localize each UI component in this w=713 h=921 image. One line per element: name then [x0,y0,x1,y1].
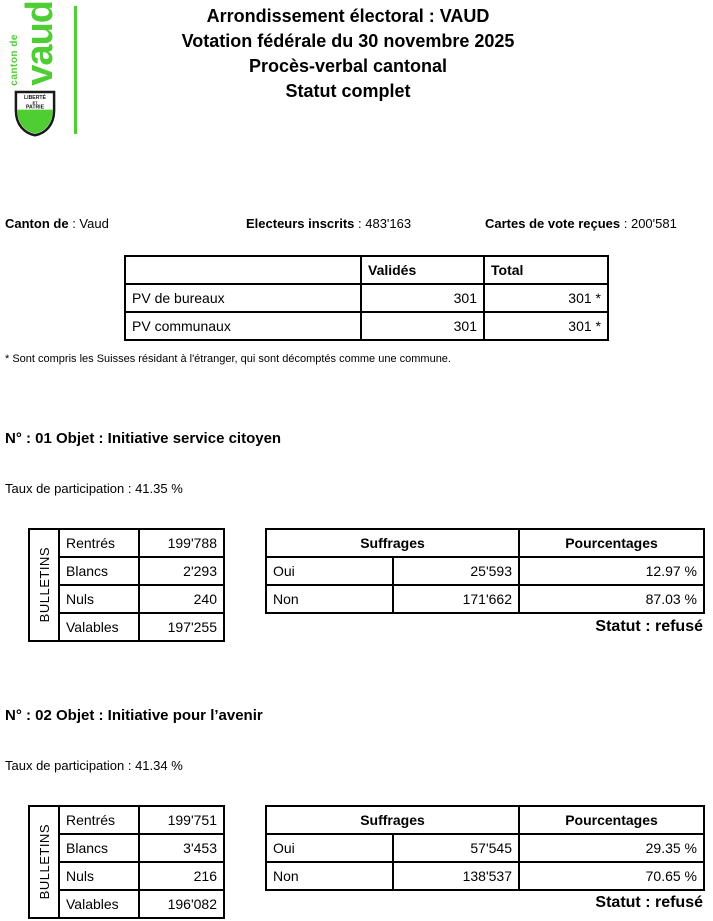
canton-info [5,216,109,231]
suffrage-row-label: Oui [266,834,393,862]
bulletins-row-value: 199'788 [139,529,224,557]
bulletins-row-label: Valables [59,890,139,918]
suffrage-row-pct: 87.03 % [519,585,704,613]
suffrage-row-pct: 12.97 % [519,557,704,585]
vaud-shield-icon [14,90,56,137]
section-1-heading: N° : 01 Objet : Initiative service citoyen [5,430,282,447]
title-votation: Votation fédérale du 30 novembre 2025 [181,31,515,51]
pv-row-label: PV communaux [125,312,361,340]
bulletins-table-1 [28,528,225,642]
bulletins-table-2 [28,805,225,919]
footnote: * Sont compris les Suisses résidant à l'étranger, qui sont décomptés comme une commune. [5,353,451,365]
bulletins-row-label: Valables [59,613,139,641]
pv-row-valides: 301 [361,312,484,340]
cartes-de-vote-info [485,216,677,231]
cartes-value: : 200'581 [623,216,677,231]
table-row [266,557,704,585]
shield-et-text: ET [32,99,38,105]
suffrage-row-value: 171'662 [393,585,519,613]
suffrages-header: Suffrages [266,806,519,834]
table-row [266,862,704,890]
logo-canton-de-text: canton de [9,34,20,86]
canton-vaud-logo [10,2,59,86]
bulletins-row-label: Nuls [59,862,139,890]
document-title-block [80,4,616,104]
bulletins-row-value: 3'453 [139,834,224,862]
bulletins-row-label: Blancs [59,557,139,585]
bulletins-row-value: 216 [139,862,224,890]
suffrage-row-pct: 70.65 % [519,862,704,890]
bulletins-row-label: Rentrés [59,806,139,834]
table-row [29,585,224,613]
table-row [29,557,224,585]
pv-row-total: 301 * [484,284,608,312]
pourcentages-header: Pourcentages [519,806,704,834]
suffrage-row-value: 138'537 [393,862,519,890]
bulletins-rotated-label: BULLETINS [36,547,52,623]
suffrages-table-1 [265,528,705,614]
pv-valides-header: Validés [361,256,484,284]
title-statut: Statut complet [285,81,411,101]
table-row [29,613,224,641]
pv-total-header: Total [484,256,608,284]
logo-vaud-text: vaud [19,1,61,86]
pv-validation-table [124,255,609,341]
table-row [125,284,608,312]
shield-liberte-text: LIBERTÉ [24,95,46,102]
bulletins-row-label: Blancs [59,834,139,862]
suffrages-table-2 [265,805,705,891]
electeurs-label: Electeurs inscrits [246,216,355,231]
suffrages-header: Suffrages [266,529,519,557]
pourcentages-header: Pourcentages [519,529,704,557]
suffrage-row-label: Non [266,862,393,890]
suffrages-header-row [266,806,704,834]
table-row [29,890,224,918]
bulletins-side-cell [29,806,59,918]
suffrage-row-value: 25'593 [393,557,519,585]
pv-row-label: PV de bureaux [125,284,361,312]
table-row [266,585,704,613]
cartes-label: Cartes de vote reçues [485,216,621,231]
section-2-heading: N° : 02 Objet : Initiative pour l’avenir [5,707,263,724]
section-2-statut: Statut : refusé [595,894,703,911]
suffrage-row-label: Non [266,585,393,613]
table-row [125,312,608,340]
pv-row-total: 301 * [484,312,608,340]
canton-label: Canton de [5,216,69,231]
table-row [29,862,224,890]
suffrage-row-value: 57'545 [393,834,519,862]
bulletins-row-label: Rentrés [59,529,139,557]
table-row [29,806,224,834]
logo-divider-line [74,6,77,134]
title-arrondissement: Arrondissement électoral : VAUD [206,6,490,26]
electeurs-value: : 483'163 [358,216,412,231]
section-1-statut: Statut : refusé [595,618,703,635]
shield-patrie-text: PATRIE [25,104,45,111]
bulletins-row-value: 2'293 [139,557,224,585]
table-row [29,834,224,862]
bulletins-side-cell [29,529,59,641]
bulletins-row-value: 240 [139,585,224,613]
table-row [29,529,224,557]
pv-empty-header-cell [125,256,361,284]
bulletins-rotated-label: BULLETINS [36,824,52,900]
bulletins-row-value: 199'751 [139,806,224,834]
bulletins-row-value: 197'255 [139,613,224,641]
section-2-participation: Taux de participation : 41.34 % [5,758,183,773]
suffrage-row-pct: 29.35 % [519,834,704,862]
bulletins-row-value: 196'082 [139,890,224,918]
pv-row-valides: 301 [361,284,484,312]
bulletins-row-label: Nuls [59,585,139,613]
section-1-participation: Taux de participation : 41.35 % [5,481,183,496]
canton-value: : Vaud [72,216,109,231]
electeurs-inscrits-info [246,216,411,231]
pv-header-row [125,256,608,284]
suffrages-header-row [266,529,704,557]
title-proces-verbal: Procès-verbal cantonal [248,56,448,76]
suffrage-row-label: Oui [266,557,393,585]
table-row [266,834,704,862]
